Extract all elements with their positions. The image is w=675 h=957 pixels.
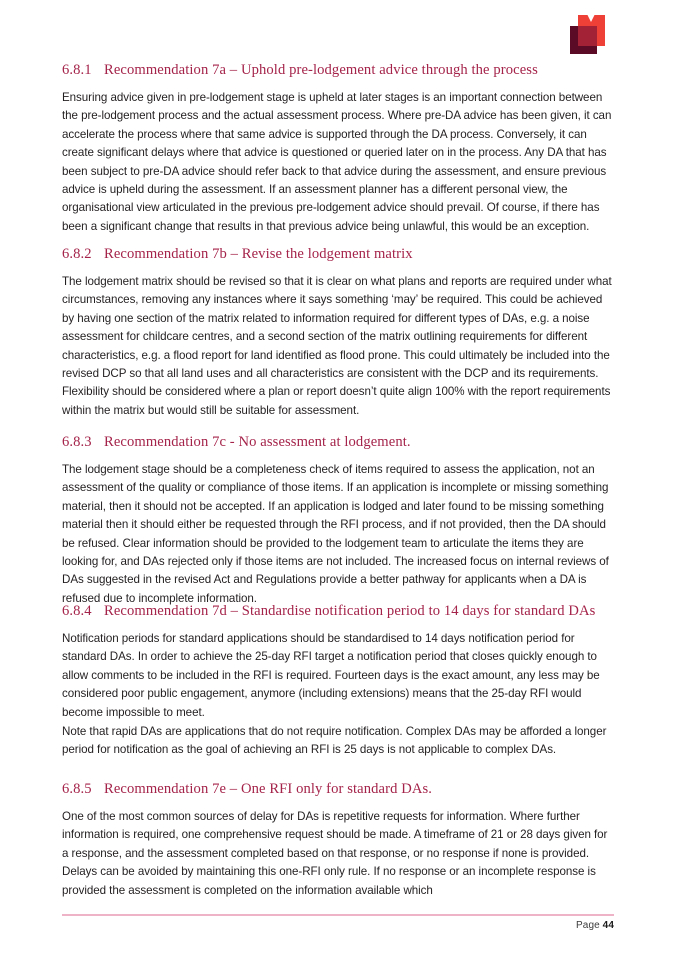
logo-notch-icon	[587, 14, 595, 22]
section-title: Recommendation 7c - No assessment at lodgement.	[104, 434, 411, 450]
section-number: 6.8.1	[62, 62, 92, 78]
section-paragraph: Notification periods for standard applications should be standardised to 14 days notification period for standard DAs. In order to achieve the 25-day RFI target a notification period that closes quickly enough to allow comments to be included in the RFI is required. Fourteen days is the exact amount, any less may be considered poor public engagement, anymore (including extensions) means that the 25-day RFI would become impossible to meet.	[62, 632, 600, 719]
section-heading-6-8-3	[62, 434, 614, 452]
section-6-8-3	[62, 434, 614, 605]
section-6-8-1	[62, 62, 614, 233]
section-6-8-5	[62, 781, 614, 897]
section-6-8-2	[62, 246, 614, 417]
organisation-logo	[568, 12, 616, 58]
section-paragraph: Ensuring advice given in pre-lodgement stage is upheld at later stages is an important connection between the pre-lodgement process and the actual assessment process. Where pre-DA advice has been given, it can accelerate the process where that same advice is supported through the DA process. Conversely, it can create significant delays where that advice is questioned or queried later on in the process. Any DA that has been subject to pre-DA advice should refer back to that advice during the assessment, and ensure previous advice is upheld during the assessment. If an assessment planner has a different personal view, the organisational view articulated in the previous pre-lodgement advice should prevail. Of course, if there has been a significant change that results in that previous advice being unlawful, this would be an exception.	[62, 91, 612, 233]
section-heading-6-8-4	[62, 603, 614, 621]
footer-page-label: Page	[576, 920, 600, 931]
section-title: Recommendation 7d – Standardise notification period to 14 days for standard DAs	[104, 603, 596, 619]
section-heading-6-8-1	[62, 62, 614, 80]
section-number: 6.8.4	[62, 603, 92, 619]
page-footer	[576, 920, 614, 931]
section-paragraph: One of the most common sources of delay for DAs is repetitive requests for information. Where further information is required, one comprehensive request should be made. A timeframe of 21 or 28 days given for a response, and the assessment completed based on that response, or no response if none is provided. Delays can be avoided by maintaining this one-RFI only rule. If no response or an incomplete response is provided the assessment is completed on the information available which	[62, 810, 608, 897]
logo-overlap-shape	[578, 26, 597, 46]
footer-divider	[62, 914, 614, 916]
section-paragraph: Note that rapid DAs are applications that do not require notification. Complex DAs may be afforded a longer period for notification as the goal of achieving an RFI is 25 days is not applicable to complex DAs.	[62, 725, 607, 757]
section-number: 6.8.2	[62, 246, 92, 262]
section-6-8-4	[62, 603, 614, 757]
section-heading-6-8-2	[62, 246, 614, 264]
section-number: 6.8.5	[62, 781, 92, 797]
section-title: Recommendation 7a – Uphold pre-lodgement advice through the process	[104, 62, 538, 78]
footer-page-number: 44	[602, 920, 614, 931]
section-paragraph: The lodgement stage should be a completeness check of items required to assess the application, not an assessment of the quality or compliance of those items. If an application is incomplete or missing something material, then it should not be accepted. If an application is lodged and later found to be missing something material then it should either be requested through the RFI process, and if not provided, then the DA should be refused. Clear information should be provided to the lodgement team to articulate the items they are looking for, and DAs rejected only if those items are not included. The increased focus on internal reviews of DAs suggested in the revised Act and Regulations provide a better pathway for applicants when a DA is refused due to incomplete information.	[62, 463, 609, 605]
section-number: 6.8.3	[62, 434, 92, 450]
section-paragraph: The lodgement matrix should be revised so that it is clear on what plans and reports are required under what circumstances, removing any instances where it says something ‘may’ be required. This could be achieved by having one section of the matrix related to information required for different types of DAs, e.g. a noise assessment for childcare centres, and a second section of the matrix outlining requirements for different characteristics, e.g. a flood report for land identified as flood prone. This could ultimately be included into the revised DCP so that all land uses and all characteristics are consistent with the DCP and its requirements. Flexibility should be considered where a plan or report doesn’t quite align 100% with the report requirements within the matrix but would still be suitable for assessment.	[62, 275, 612, 417]
section-title: Recommendation 7b – Revise the lodgement matrix	[104, 246, 413, 262]
section-title: Recommendation 7e – One RFI only for standard DAs.	[104, 781, 433, 797]
section-heading-6-8-5	[62, 781, 614, 799]
